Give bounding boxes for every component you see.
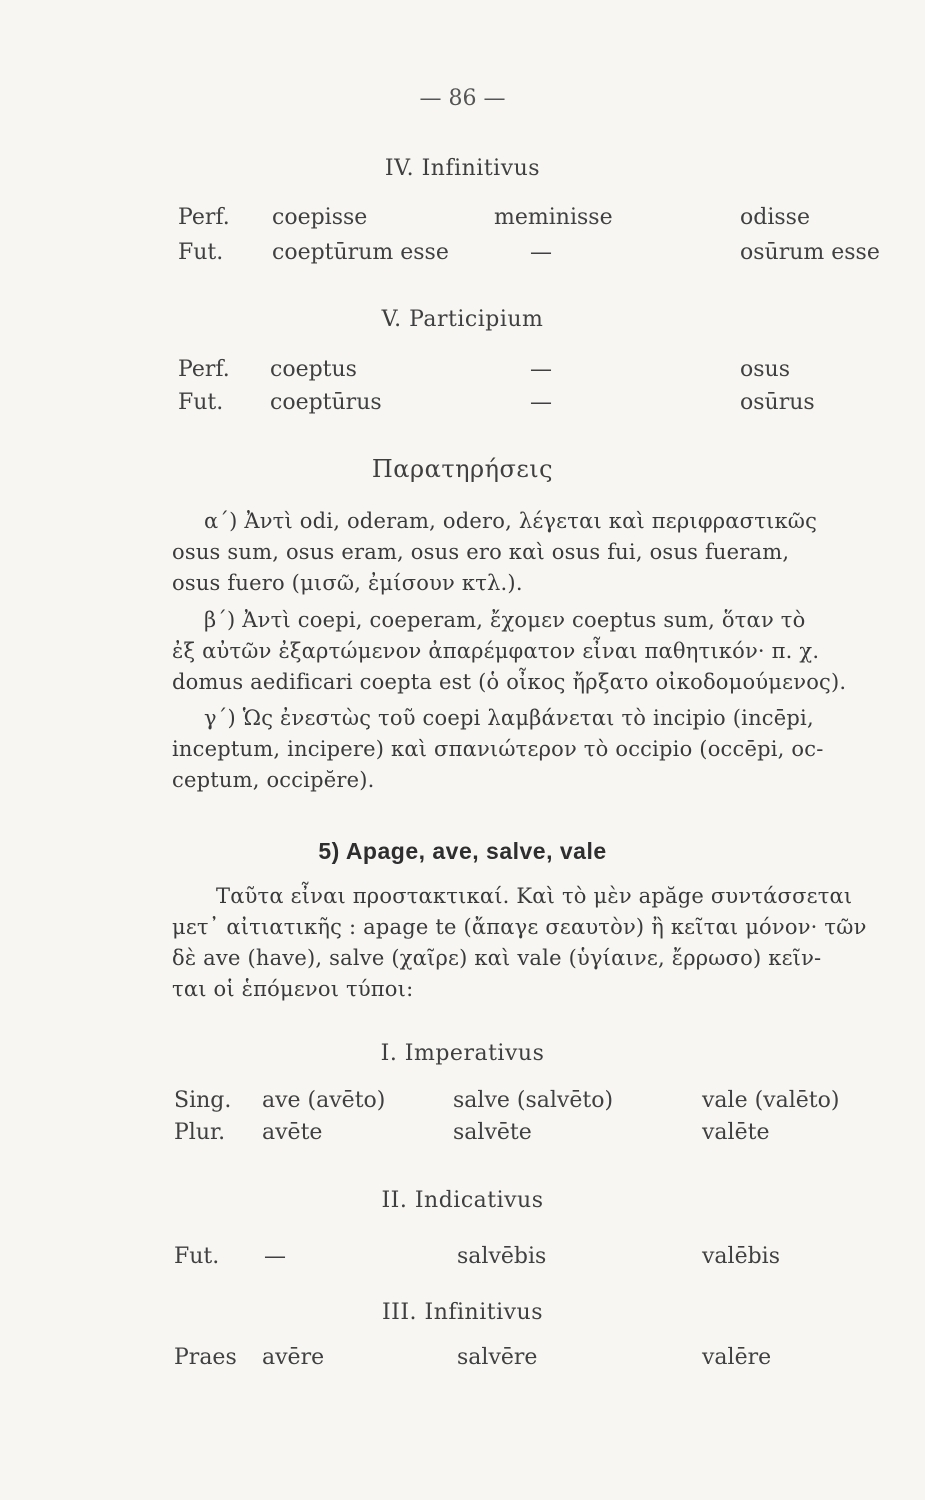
- table-cell: meminisse: [494, 205, 613, 230]
- table-cell: —: [530, 240, 552, 265]
- text-line: β΄) Ἀντὶ coepi, coeperam, ἔχομεν coeptus sum, ὅταν τὸ: [204, 608, 806, 632]
- heading-participium: V. Participium: [381, 307, 544, 332]
- table-cell: avēre: [262, 1345, 325, 1370]
- heading-section-5: [0, 838, 925, 865]
- table-cell: valēbis: [702, 1244, 781, 1269]
- row-label: Fut.: [178, 390, 224, 415]
- text-line: μετ᾽ αἰτιατικῆς : apage te (ἄπαγε σεαυτὸν) ἢ κεῖται μόνον· τῶν: [172, 915, 867, 939]
- text-line: γ΄) Ὡς ἐνεστὼς τοῦ coepi λαμβάνεται τὸ incipio (incēpi,: [204, 706, 814, 730]
- paragraph-c: [172, 703, 907, 796]
- table-cell: coepisse: [272, 205, 368, 230]
- text-line: osus fuero (μισῶ, ἐμίσουν κτλ.).: [172, 571, 523, 595]
- text-line: inceptum, incipere) καὶ σπανιώτερον τὸ occipio (occēpi, oc-: [172, 737, 824, 761]
- row-label: Plur.: [174, 1120, 226, 1145]
- table-cell: salvēte: [453, 1120, 532, 1145]
- row-label: Fut.: [174, 1244, 220, 1269]
- table-cell: odisse: [740, 205, 810, 230]
- paragraph-section-5: [172, 881, 907, 1005]
- table-cell: valēte: [702, 1120, 770, 1145]
- table-cell: coeptūrus: [270, 390, 382, 415]
- table-cell: osūrum esse: [740, 240, 880, 265]
- table-cell: —: [264, 1244, 286, 1269]
- row-label: Praes: [174, 1345, 237, 1370]
- heading-infinitivus: IV. Infinitivus: [384, 156, 541, 181]
- text-line: ceptum, occipĕre).: [172, 768, 375, 792]
- text-line: α΄) Ἀντὶ odi, oderam, odero, λέγεται καὶ περιφραστικῶς: [204, 509, 818, 533]
- text-line: domus aedificari coepta est (ὁ οἶκος ἤρξατο οἰκοδομούμενος).: [172, 670, 847, 694]
- heading-indicativus: II. Indicativus: [381, 1188, 544, 1213]
- table-cell: vale (valēto): [702, 1088, 840, 1113]
- text-line: ἐξ αὐτῶν ἐξαρτώμενον ἀπαρέμφατον εἶναι παθητικόν· π. χ.: [172, 639, 820, 663]
- table-cell: salvēre: [457, 1345, 538, 1370]
- text-line: ται οἱ ἑπόμενοι τύποι:: [172, 977, 414, 1001]
- text-line: Ταῦτα εἶναι προστακτικαί. Καὶ τὸ μὲν apăge συντάσσεται: [216, 884, 853, 908]
- text-line: osus sum, osus eram, osus ero καὶ osus fui, osus fueram,: [172, 540, 790, 564]
- table-cell: valēre: [702, 1345, 772, 1370]
- table-cell: osus: [740, 357, 790, 382]
- table-cell: —: [530, 357, 552, 382]
- paragraph-b: [172, 605, 907, 698]
- table-cell: coeptūrum esse: [272, 240, 449, 265]
- row-label: Perf.: [178, 205, 230, 230]
- table-cell: osūrus: [740, 390, 815, 415]
- table-cell: ave (avēto): [262, 1088, 386, 1113]
- table-cell: coeptus: [270, 357, 357, 382]
- paragraph-a: [172, 506, 907, 599]
- row-label: Fut.: [178, 240, 224, 265]
- table-cell: salvēbis: [457, 1244, 547, 1269]
- heading-observations: Παρατηρήσεις: [371, 455, 554, 483]
- heading-infinitivus-2: III. Infinitivus: [381, 1300, 544, 1325]
- row-label: Perf.: [178, 357, 230, 382]
- table-cell: —: [530, 390, 552, 415]
- page-number: — 86 —: [419, 86, 506, 111]
- heading-imperativus: I. Imperativus: [380, 1041, 545, 1066]
- text-line: δὲ ave (have), salve (χαῖρε) καὶ vale (ὑγίαινε, ἔρρωσο) κεῖν-: [172, 946, 822, 970]
- row-label: Sing.: [174, 1088, 232, 1113]
- section-title: 5) Apage, ave, salve, vale: [318, 838, 607, 864]
- table-cell: avēte: [262, 1120, 323, 1145]
- table-cell: salve (salvēto): [453, 1088, 614, 1113]
